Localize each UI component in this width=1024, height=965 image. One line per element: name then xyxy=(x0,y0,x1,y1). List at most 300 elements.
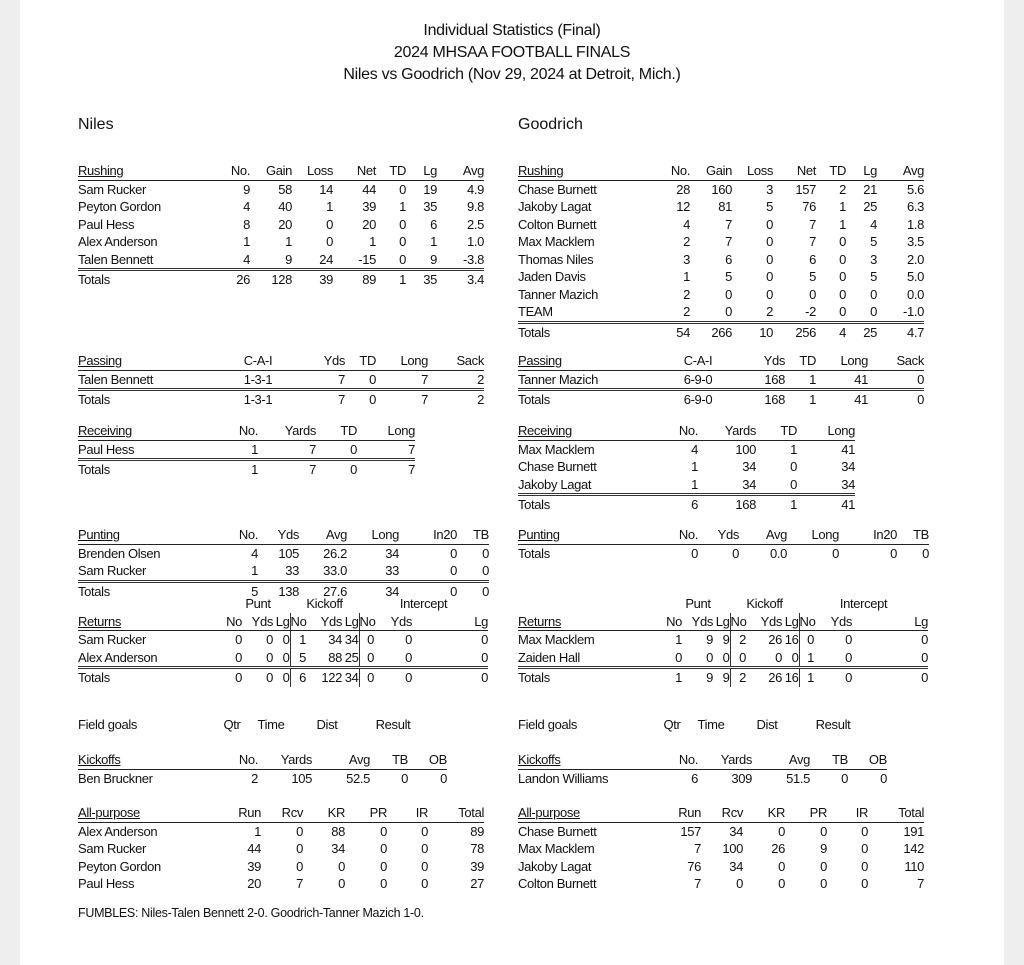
totals-row xyxy=(518,544,929,562)
player-name: Thomas Niles xyxy=(518,251,594,267)
stat-cell: 1 xyxy=(839,216,846,232)
stat-cell: 76 xyxy=(687,858,701,874)
player-name: Tanner Mazich xyxy=(518,286,598,302)
stat-cell: 41 xyxy=(816,370,868,390)
stat-cell: Rcv xyxy=(261,804,303,822)
stat-cell: -15 xyxy=(333,251,376,270)
stat-cell: 10 xyxy=(759,324,773,340)
stat-cell: Net xyxy=(773,162,816,180)
title-line-1: Individual Statistics (Final) xyxy=(423,22,601,39)
stat-cell: Lg xyxy=(412,613,488,631)
stat-cell: 2 xyxy=(683,286,690,302)
stat-cell: No. xyxy=(228,526,258,544)
stat-cell: 0 xyxy=(746,649,782,668)
table-row xyxy=(518,216,924,234)
stat-cell: Avg xyxy=(877,162,924,180)
stat-cell: 6 xyxy=(430,216,437,232)
stat-cell: TB xyxy=(810,751,848,769)
stat-cell: 105 xyxy=(278,545,299,561)
stat-cell: TD xyxy=(785,352,816,370)
stat-cell: OB xyxy=(408,751,447,769)
stat-cell: 1.8 xyxy=(906,216,924,232)
stat-cell: TB xyxy=(897,526,929,544)
section-title: Rushing xyxy=(518,162,660,180)
stat-cell: 7 xyxy=(809,234,816,250)
stat-cell: 6 xyxy=(691,770,698,786)
stat-cell: Loss xyxy=(292,162,333,180)
stat-cell: 3.5 xyxy=(906,234,924,250)
header-row xyxy=(78,162,484,180)
stat-cell: 9 xyxy=(406,251,437,270)
stat-cell: TD xyxy=(816,162,846,180)
passing-section-right xyxy=(518,352,934,409)
stat-cell: 1 xyxy=(430,234,437,250)
stat-cell: 0 xyxy=(713,649,730,668)
stat-cell: 0.0 xyxy=(769,545,787,561)
section-title: All-purpose xyxy=(518,804,668,822)
stat-cell: 9 xyxy=(250,251,292,270)
stat-cell: 0 xyxy=(482,545,489,561)
stat-cell: Yds xyxy=(682,613,713,631)
header-row xyxy=(78,751,447,769)
stat-cell: Avg xyxy=(312,751,370,769)
stat-cell: 0 xyxy=(316,440,357,460)
stat-cell: Run xyxy=(668,804,701,822)
stat-cell: 0 xyxy=(266,632,273,648)
stat-cell: Yds xyxy=(374,613,412,631)
report-title xyxy=(0,20,1024,86)
stat-cell: 7 xyxy=(725,234,732,250)
totals-row xyxy=(78,668,488,687)
stat-cell: 34 xyxy=(342,668,359,687)
stat-cell: No. xyxy=(228,751,258,769)
player-name: Landon Williams xyxy=(518,770,609,786)
stat-cell: 6-9-0 xyxy=(658,370,738,390)
stat-cell: 1 xyxy=(251,462,258,478)
stat-cell: 5 xyxy=(766,199,773,215)
stat-cell: 39 xyxy=(247,858,261,874)
stat-cell: 27.6 xyxy=(323,583,347,599)
stat-cell: No xyxy=(666,613,682,629)
stat-cell: 16 xyxy=(782,631,799,649)
stat-cell: No. xyxy=(228,422,258,440)
player-name: Totals xyxy=(78,392,110,408)
stat-cell: 0 xyxy=(766,234,773,250)
stat-cell: 1 xyxy=(675,632,682,648)
stat-cell: 51.5 xyxy=(786,770,810,786)
allpurpose-table xyxy=(518,804,924,893)
stat-cell: Time xyxy=(697,717,725,733)
player-name: Talen Bennett xyxy=(78,251,220,270)
stat-cell: 34 xyxy=(342,631,359,649)
player-name: Chase Burnett xyxy=(518,823,597,839)
stat-cell: 0 xyxy=(820,858,827,874)
stat-cell: 256 xyxy=(795,324,816,340)
stat-cell: 1 xyxy=(790,441,797,457)
stat-cell: In20 xyxy=(839,526,897,544)
stat-cell: 35 xyxy=(423,272,437,288)
section-title: Punting xyxy=(78,526,228,544)
stat-cell: 0 xyxy=(367,670,375,686)
player-name: Colton Burnett xyxy=(518,216,597,232)
stat-cell: 0 xyxy=(861,876,868,892)
player-name: Colton Burnett xyxy=(518,876,597,892)
fieldgoals-table xyxy=(78,716,428,734)
section-title: Returns xyxy=(518,613,666,631)
stat-cell: In20 xyxy=(399,526,457,544)
stat-cell: 1 xyxy=(285,234,292,250)
stat-cell: 4 xyxy=(683,216,690,232)
stat-cell: 0 xyxy=(405,632,413,648)
stat-cell: Long xyxy=(797,422,855,440)
stat-cell: 0 xyxy=(399,181,406,197)
section-title: Field goals xyxy=(518,717,578,733)
stat-cell: 157 xyxy=(680,823,701,839)
player-name: Talen Bennett xyxy=(78,370,218,390)
stat-cell: 0 xyxy=(350,462,357,478)
stat-cell: 2 xyxy=(732,303,773,322)
stat-cell: 0 xyxy=(296,858,303,874)
stat-cell: Long xyxy=(816,352,868,370)
player-name: Paul Hess xyxy=(78,440,228,460)
stat-cell: 0 xyxy=(481,632,489,648)
stat-cell: Lg xyxy=(852,613,928,631)
stat-cell: 6 xyxy=(809,251,816,267)
group-header: Intercept xyxy=(839,596,888,612)
stat-cell: No xyxy=(226,613,242,629)
stat-cell: 0 xyxy=(367,632,375,648)
header-row xyxy=(518,352,924,370)
stat-cell: 0 xyxy=(345,370,376,390)
stat-cell: 16 xyxy=(782,668,799,687)
player-name: Totals xyxy=(518,324,550,340)
stat-cell: 34 xyxy=(385,583,399,599)
stat-cell: 89 xyxy=(362,272,376,288)
stat-cell: 34 xyxy=(841,459,855,475)
stat-cell: TB xyxy=(370,751,408,769)
stat-cell: 1-3-1 xyxy=(218,370,298,390)
section-title: Rushing xyxy=(78,162,220,180)
stat-cell: 24 xyxy=(292,251,333,270)
stat-cell: No xyxy=(359,613,376,629)
stat-cell: 0 xyxy=(725,286,732,302)
player-name: Max Macklem xyxy=(518,841,595,857)
stat-cell: 4 xyxy=(251,545,258,561)
team-name-left: Niles xyxy=(78,116,114,133)
table-row xyxy=(78,631,488,649)
header-row xyxy=(518,613,928,631)
stat-cell: 0 xyxy=(861,823,868,839)
stat-cell: 0 xyxy=(450,545,457,561)
stat-cell: 20 xyxy=(362,216,376,232)
stat-cell: 0 xyxy=(921,632,929,648)
stat-cell: 0 xyxy=(778,823,785,839)
table-row xyxy=(78,649,488,668)
stat-cell: 5.0 xyxy=(906,269,924,285)
table-row xyxy=(78,216,484,234)
stat-cell: 26 xyxy=(768,670,783,686)
stat-cell: 39 xyxy=(362,199,376,215)
totals-row xyxy=(78,460,415,479)
stat-cell: IR xyxy=(827,804,868,822)
totals-row xyxy=(518,390,924,409)
stat-cell: Avg xyxy=(752,751,810,769)
table-row xyxy=(78,180,484,198)
stat-cell: 1-3-1 xyxy=(243,392,273,408)
stat-cell: 3 xyxy=(683,251,690,267)
stat-cell: 0 xyxy=(839,286,846,302)
punting-section-left xyxy=(78,526,494,600)
stat-cell: 81 xyxy=(718,199,732,215)
stat-cell: 54 xyxy=(676,324,690,340)
stat-cell: 0 xyxy=(820,876,827,892)
stat-cell: 2 xyxy=(251,770,258,786)
player-name: Jakoby Lagat xyxy=(518,476,668,495)
stat-cell: Yards xyxy=(698,751,752,769)
stat-cell: Yds xyxy=(698,526,739,544)
table-row xyxy=(518,649,928,668)
stat-cell: 7 xyxy=(309,462,316,478)
stat-cell: Run xyxy=(228,804,261,822)
stat-cell: 0 xyxy=(369,392,376,408)
stat-cell: 0 xyxy=(845,670,853,686)
stat-cell: 4.9 xyxy=(466,181,484,197)
stat-cell: 33 xyxy=(347,562,399,581)
totals-row xyxy=(518,495,855,514)
stat-cell: 25 xyxy=(863,324,877,340)
stat-cell: 20 xyxy=(247,876,261,892)
stat-cell: 1 xyxy=(668,476,698,495)
stat-cell: 7 xyxy=(296,876,303,892)
stat-cell: 0 xyxy=(405,670,413,686)
stat-cell: 25 xyxy=(863,199,877,215)
stat-cell: 12 xyxy=(676,199,690,215)
stat-cell: 39 xyxy=(319,272,333,288)
stat-cell: 41 xyxy=(854,392,868,408)
fieldgoals-section-right xyxy=(518,716,934,734)
table-row xyxy=(518,268,924,286)
stat-cell: Avg xyxy=(299,526,347,544)
player-name: Sam Rucker xyxy=(78,841,147,857)
stat-cell: 0 xyxy=(326,216,333,232)
stat-cell: 1 xyxy=(691,459,698,475)
punting-table xyxy=(518,526,929,562)
stat-cell: 1 xyxy=(399,272,406,288)
stat-cell: 19 xyxy=(423,181,437,197)
stat-cell: -3.8 xyxy=(437,251,484,270)
table-row xyxy=(518,631,928,649)
stat-cell: 14 xyxy=(319,181,333,197)
group-header-row xyxy=(78,595,488,613)
stat-cell: 0 xyxy=(845,632,853,648)
stat-cell: 1 xyxy=(839,199,846,215)
stat-cell: 0 xyxy=(732,545,739,561)
stat-cell: 1 xyxy=(399,199,406,215)
stat-cell: OB xyxy=(848,751,887,769)
header-row xyxy=(78,352,484,370)
returns-section-left xyxy=(78,595,494,687)
stat-cell: 5 xyxy=(870,269,877,285)
allpurpose-section-right xyxy=(518,804,934,893)
player-name: Sam Rucker xyxy=(78,632,147,648)
stat-cell: 0 xyxy=(766,216,773,232)
stat-cell: Long xyxy=(347,526,399,544)
stat-cell: Yds xyxy=(298,352,345,370)
stat-cell: 0 xyxy=(296,823,303,839)
stat-cell: 2 xyxy=(477,392,484,408)
stat-cell: 0 xyxy=(380,876,387,892)
team-name-right: Goodrich xyxy=(518,116,583,133)
stat-cell: 0 xyxy=(421,823,428,839)
stat-cell: 0 xyxy=(870,286,877,302)
stat-cell: Long xyxy=(357,422,415,440)
stat-cell: 34 xyxy=(385,545,399,561)
rushing-table xyxy=(78,162,484,289)
stat-cell: 8 xyxy=(243,216,250,232)
stat-cell: 5 xyxy=(290,649,306,668)
receiving-section-left xyxy=(78,422,494,479)
player-name: Paul Hess xyxy=(78,216,135,232)
stat-cell: 21 xyxy=(863,181,877,197)
stat-cell: 9.8 xyxy=(466,199,484,215)
stat-cell: 0 xyxy=(790,459,797,475)
stat-cell: 0 xyxy=(814,649,852,668)
stat-cell: 34 xyxy=(729,823,743,839)
section-title: Punting xyxy=(518,526,668,544)
group-header-row xyxy=(518,595,928,613)
player-name: Totals xyxy=(518,497,550,513)
stat-cell: TD xyxy=(345,352,376,370)
stat-cell: 0 xyxy=(273,668,290,687)
stat-cell: Result xyxy=(815,717,851,733)
stat-cell: 5 xyxy=(809,269,816,285)
stat-cell: 1 xyxy=(369,234,376,250)
player-name: Peyton Gordon xyxy=(78,199,161,215)
stat-cell: 41 xyxy=(841,441,855,457)
allpurpose-section-left xyxy=(78,804,494,893)
stat-cell: 0 xyxy=(690,303,732,322)
stat-cell: No. xyxy=(220,162,250,180)
totals-row xyxy=(78,270,484,289)
passing-section-left xyxy=(78,352,494,409)
stat-cell: Long xyxy=(376,352,428,370)
rushing-table xyxy=(518,162,924,341)
rushing-section-left xyxy=(78,162,494,289)
stat-cell: 6.3 xyxy=(906,199,924,215)
section-title: Receiving xyxy=(518,422,668,440)
stat-cell: 33 xyxy=(258,562,299,581)
passing-table xyxy=(518,352,924,409)
player-name: Chase Burnett xyxy=(518,459,597,475)
stat-cell: 0 xyxy=(380,858,387,874)
stat-cell: 34 xyxy=(698,476,756,495)
player-name: Totals xyxy=(78,272,110,288)
stat-cell: Dist xyxy=(316,717,338,733)
title-line-3: Niles vs Goodrich (Nov 29, 2024 at Detroit, Mich.) xyxy=(343,66,681,83)
stat-cell: 2 xyxy=(428,370,484,390)
stat-cell: 2 xyxy=(660,303,690,322)
stat-cell: IR xyxy=(387,804,428,822)
stat-cell: 1 xyxy=(299,632,307,648)
stat-cell: 0 xyxy=(846,303,877,322)
stat-cell: 4 xyxy=(691,441,698,457)
table-row xyxy=(518,286,924,304)
header-row xyxy=(518,751,887,769)
stat-cell: C-A-I xyxy=(658,352,738,370)
stat-cell: Lg xyxy=(782,613,799,631)
stat-cell: 0 xyxy=(868,370,924,390)
section-title: Passing xyxy=(518,352,658,370)
player-name: Alex Anderson xyxy=(78,823,158,839)
stat-cell: No. xyxy=(660,162,690,180)
stat-cell: 1 xyxy=(228,440,258,460)
stat-cell: 27 xyxy=(470,876,484,892)
stat-cell: KR xyxy=(303,804,345,822)
player-name: Totals xyxy=(78,670,110,686)
stat-cell: 1 xyxy=(809,392,816,408)
player-name: Chase Burnett xyxy=(518,181,597,197)
kickoffs-section-right xyxy=(518,751,934,787)
stat-cell: 0 xyxy=(401,770,408,786)
stat-cell: No. xyxy=(668,422,698,440)
stat-cell: 0 xyxy=(766,286,773,302)
section-title: Passing xyxy=(78,352,218,370)
stat-cell: Loss xyxy=(732,162,773,180)
stat-cell: TD xyxy=(316,422,357,440)
returns-table xyxy=(518,595,928,687)
table-row xyxy=(78,233,484,251)
player-name: Totals xyxy=(78,462,110,478)
stat-cell: 25 xyxy=(342,649,359,668)
stat-cell: Yds xyxy=(738,352,785,370)
stat-cell: 0 xyxy=(235,632,242,648)
stat-cell: Lg xyxy=(406,162,437,180)
stat-cell: Total xyxy=(428,804,484,822)
stat-cell: Yds xyxy=(306,613,342,631)
stat-cell: 7 xyxy=(408,462,415,478)
stat-cell: 26.2 xyxy=(323,545,347,561)
stat-cell: 0 xyxy=(778,858,785,874)
stat-cell: Sack xyxy=(428,352,484,370)
stat-cell: 5 xyxy=(870,234,877,250)
stat-cell: 4 xyxy=(243,199,250,215)
stat-cell: 0 xyxy=(359,649,374,668)
stat-cell: 160 xyxy=(711,181,732,197)
stat-cell: 0 xyxy=(482,583,489,599)
stat-cell: 0 xyxy=(922,545,929,561)
header-row xyxy=(78,716,428,734)
stat-cell: Yards xyxy=(258,751,312,769)
stat-cell: 100 xyxy=(735,441,756,457)
table-row xyxy=(518,251,924,269)
stat-cell: 34 xyxy=(742,459,756,475)
table-row xyxy=(518,440,855,458)
header-row xyxy=(78,804,484,822)
player-name: Tanner Mazich xyxy=(518,370,658,390)
stat-cell: 33.0 xyxy=(299,562,347,581)
stat-cell: 40 xyxy=(278,199,292,215)
stat-cell: 4 xyxy=(870,216,877,232)
stat-cell: 0 xyxy=(730,649,746,668)
stat-cell: 78 xyxy=(470,841,484,857)
stat-cell: 0 xyxy=(296,841,303,857)
table-row xyxy=(518,370,924,390)
header-row xyxy=(518,526,929,544)
group-header: Punt xyxy=(245,596,271,612)
stat-cell: 1 xyxy=(675,670,682,686)
stat-cell: Yds xyxy=(746,613,782,631)
header-row xyxy=(518,162,924,180)
